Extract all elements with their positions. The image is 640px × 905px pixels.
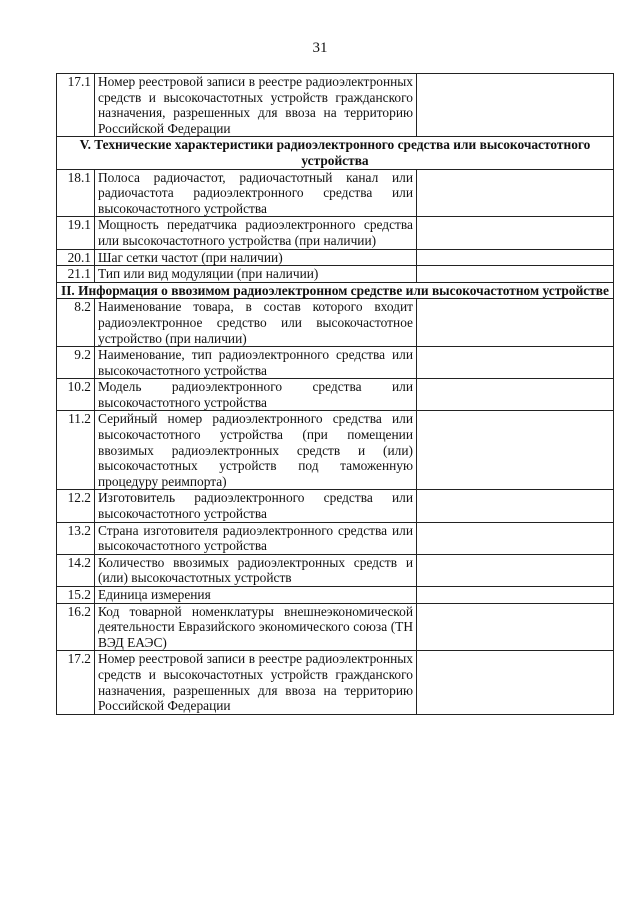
row-description: Наименование товара, в состав которого входит радиоэлектронное средство или высокочастотное устройство (при наличии)	[95, 299, 417, 347]
row-description: Единица измерения	[95, 587, 417, 604]
row-description: Код товарной номенклатуры внешнеэкономической деятельности Евразийского экономического союза (ТН ВЭД ЕАЭС)	[95, 603, 417, 651]
table-row	[57, 266, 614, 283]
row-number: 9.2	[57, 347, 95, 379]
row-description: Номер реестровой записи в реестре радиоэлектронных средств и высокочастотных устройств гражданского назначения, разрешенных для ввоза на территорию Российской Федерации	[95, 74, 417, 137]
row-description: Количество ввозимых радиоэлектронных средств и (или) высокочастотных устройств	[95, 554, 417, 586]
section-header-row	[57, 137, 614, 169]
value-cell[interactable]	[417, 554, 614, 586]
value-cell[interactable]	[417, 169, 614, 217]
row-number: 15.2	[57, 587, 95, 604]
table-row	[57, 299, 614, 347]
row-number: 17.2	[57, 651, 95, 714]
value-cell[interactable]	[417, 603, 614, 651]
table-row	[57, 651, 614, 714]
form-table	[56, 73, 614, 715]
row-number: 14.2	[57, 554, 95, 586]
table-row	[57, 217, 614, 249]
row-number: 11.2	[57, 411, 95, 490]
table-row	[57, 74, 614, 137]
value-cell[interactable]	[417, 266, 614, 283]
table-row	[57, 249, 614, 266]
row-description: Полоса радиочастот, радиочастотный канал или радиочастота радиоэлектронного средства или высокочастотного устройства	[95, 169, 417, 217]
value-cell[interactable]	[417, 379, 614, 411]
row-number: 8.2	[57, 299, 95, 347]
value-cell[interactable]	[417, 651, 614, 714]
value-cell[interactable]	[417, 522, 614, 554]
row-description: Тип или вид модуляции (при наличии)	[95, 266, 417, 283]
table-row	[57, 379, 614, 411]
row-description: Наименование, тип радиоэлектронного средства или высокочастотного устройства	[95, 347, 417, 379]
row-description: Модель радиоэлектронного средства или высокочастотного устройства	[95, 379, 417, 411]
row-number: 18.1	[57, 169, 95, 217]
table-row	[57, 522, 614, 554]
row-number: 10.2	[57, 379, 95, 411]
table-row	[57, 169, 614, 217]
table-row	[57, 587, 614, 604]
section-heading: V. Технические характеристики радиоэлектронного средства или высокочастотного устройства	[57, 137, 614, 169]
row-number: 19.1	[57, 217, 95, 249]
row-description: Изготовитель радиоэлектронного средства или высокочастотного устройства	[95, 490, 417, 522]
value-cell[interactable]	[417, 587, 614, 604]
table-row	[57, 347, 614, 379]
row-number: 17.1	[57, 74, 95, 137]
row-number: 16.2	[57, 603, 95, 651]
value-cell[interactable]	[417, 490, 614, 522]
row-number: 12.2	[57, 490, 95, 522]
value-cell[interactable]	[417, 249, 614, 266]
row-description: Номер реестровой записи в реестре радиоэлектронных средств и высокочастотных устройств гражданского назначения, разрешенных для ввоза на территорию Российской Федерации	[95, 651, 417, 714]
row-description: Шаг сетки частот (при наличии)	[95, 249, 417, 266]
section-header-row	[57, 282, 614, 299]
table-row	[57, 603, 614, 651]
row-number: 13.2	[57, 522, 95, 554]
page-number: 31	[312, 40, 328, 56]
value-cell[interactable]	[417, 217, 614, 249]
value-cell[interactable]	[417, 411, 614, 490]
table-row	[57, 490, 614, 522]
row-description: Страна изготовителя радиоэлектронного средства или высокочастотного устройства	[95, 522, 417, 554]
table-row	[57, 411, 614, 490]
value-cell[interactable]	[417, 347, 614, 379]
value-cell[interactable]	[417, 299, 614, 347]
table-row	[57, 554, 614, 586]
section-heading: II. Информация о ввозимом радиоэлектронном средстве или высокочастотном устройстве	[57, 282, 614, 299]
row-description: Мощность передатчика радиоэлектронного средства или высокочастотного устройства (при наличии)	[95, 217, 417, 249]
row-description: Серийный номер радиоэлектронного средства или высокочастотного устройства (при помещении ввозимых радиоэлектронных средств и (или) высокочастотных устройств под таможенную процедуру реимпорта)	[95, 411, 417, 490]
row-number: 21.1	[57, 266, 95, 283]
value-cell[interactable]	[417, 74, 614, 137]
row-number: 20.1	[57, 249, 95, 266]
